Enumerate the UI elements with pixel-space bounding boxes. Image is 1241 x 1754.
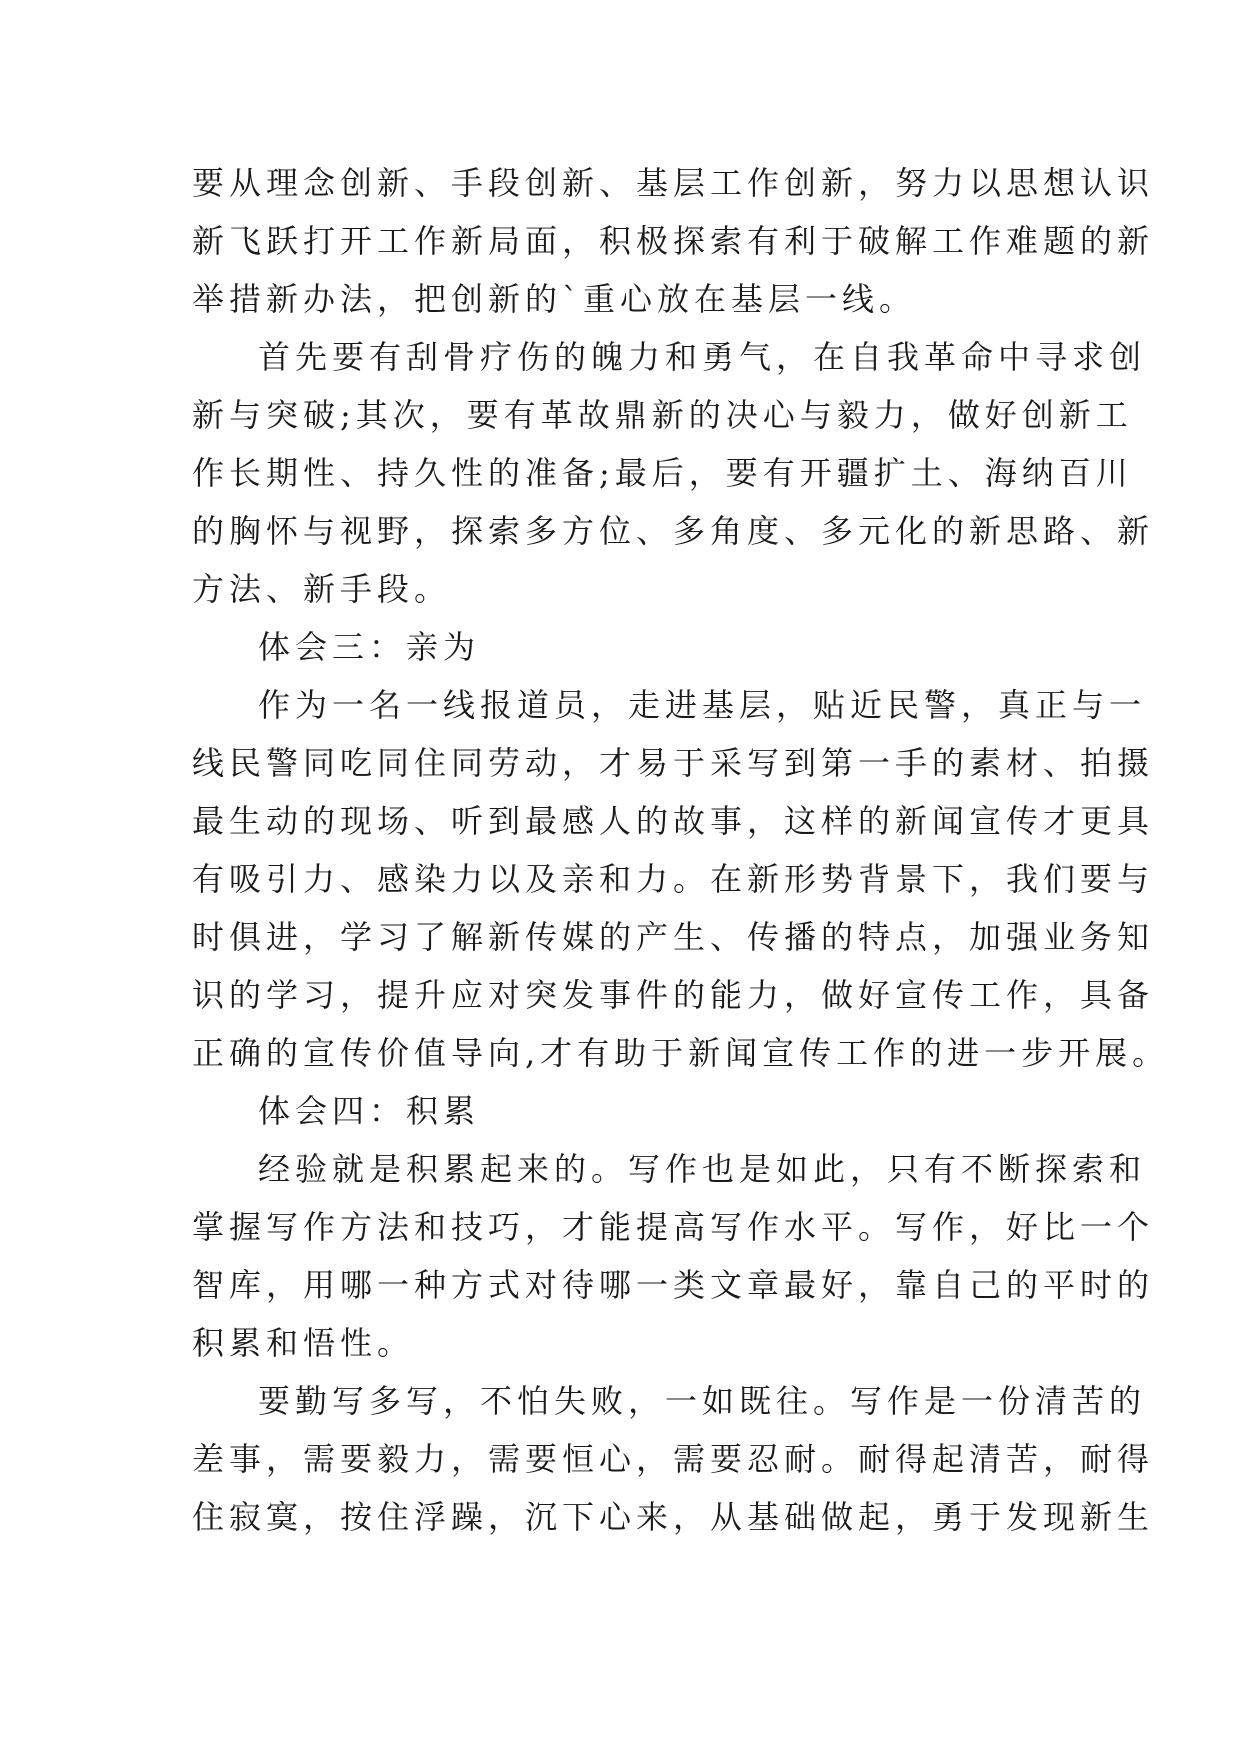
text-line: 的胸怀与视野，探索多方位、多角度、多元化的新思路、新 (192, 512, 1155, 550)
text-line: 新与突破;其次，要有革故鼎新的决心与毅力，做好创新工 (192, 396, 1133, 434)
text-line: 智库，用哪一种方式对待哪一类文章最好，靠自己的平时的 (192, 1266, 1155, 1304)
text-line: 差事，需要毅力，需要恒心，需要忍耐。耐得起清苦，耐得 (192, 1440, 1155, 1478)
text-line: 要从理念创新、手段创新、基层工作创新，努力以思想认识 (192, 164, 1155, 202)
text-line: 住寂寞，按住浮躁，沉下心来，从基础做起，勇于发现新生 (192, 1498, 1155, 1536)
text-line: 识的学习，提升应对突发事件的能力，做好宣传工作，具备 (192, 976, 1155, 1014)
text-line: 积累和悟性。 (192, 1324, 415, 1362)
document-body (192, 154, 1170, 1546)
text-line: 新飞跃打开工作新局面，积极探索有利于破解工作难题的新 (192, 222, 1155, 260)
section-heading: 体会四：积累 (258, 1092, 481, 1130)
paragraph-first-line: 经验就是积累起来的。写作也是如此，只有不断探索和 (258, 1150, 1147, 1188)
text-line: 时俱进，学习了解新传媒的产生、传播的特点，加强业务知 (192, 918, 1155, 956)
text-line: 方法、新手段。 (192, 570, 452, 608)
text-line: 正确的宣传价值导向,才有助于新闻宣传工作的进一步开展。 (192, 1034, 1170, 1072)
paragraph-first-line: 要勤写多写，不怕失败，一如既往。写作是一份清苦的 (258, 1382, 1147, 1420)
text-line: 举措新办法，把创新的`重心放在基层一线。 (192, 280, 917, 318)
section-heading: 体会三：亲为 (258, 628, 481, 666)
text-line: 有吸引力、感染力以及亲和力。在新形势背景下，我们要与 (192, 860, 1155, 898)
paragraph-first-line: 作为一名一线报道员，走进基层，贴近民警，真正与一 (258, 686, 1147, 724)
text-line: 线民警同吃同住同劳动，才易于采写到第一手的素材、拍摄 (192, 744, 1155, 782)
text-line: 掌握写作方法和技巧，才能提高写作水平。写作，好比一个 (192, 1208, 1155, 1246)
text-line: 最生动的现场、听到最感人的故事，这样的新闻宣传才更具 (192, 802, 1155, 840)
text-line: 作长期性、持久性的准备;最后，要有开疆扩土、海纳百川 (192, 454, 1133, 492)
paragraph-first-line: 首先要有刮骨疗伤的魄力和勇气，在自我革命中寻求创 (258, 338, 1147, 376)
